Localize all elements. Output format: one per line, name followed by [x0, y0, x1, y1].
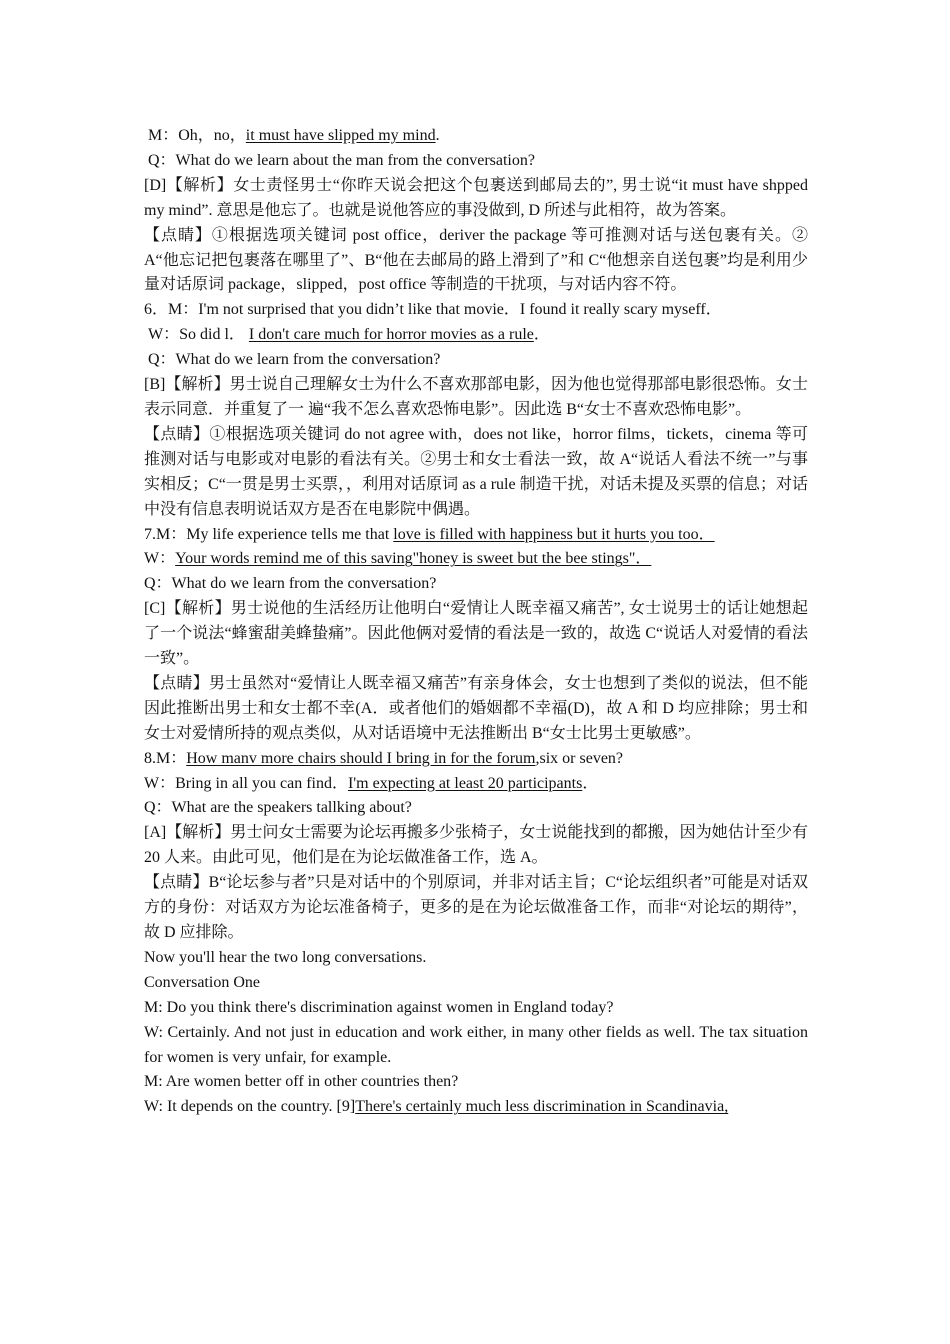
section-heading: Conversation One — [144, 973, 260, 991]
analysis-paragraph: [D]【解析】女士责怪男士“你昨天说会把这个包裹送到邮局去的”, 男士说“it must have shpped my mind”. 意思是他忘了。也就是说他答应的事没做到, D 所述与此相符，故为答案。 — [144, 176, 808, 219]
underlined-answer: I don't care much for horror movies as a rule — [248, 326, 534, 344]
underlined-answer: How manv more chairs should I bring in for the forum — [186, 749, 536, 767]
dialogue-line: W：Bring in all you can find．I'm expecting at least 20 participants． — [144, 774, 599, 792]
tips-paragraph: 【点睛】①根据选项关键词 do not agree with，does not like，horror films，tickets，cinema 等可推测对话与电影或对电影的看法有关。②男士和女士看法一致，故 A“说话人看法不统一”与事实相反；C“一贯是男士买票，，利用对话原词 as a rule 制造干扰，对话未提及买票的信息；对话中没有信息表明说话双方是否在电影院中偶遇。 — [144, 425, 808, 518]
dialogue-line: W：So did l． I don't care much for horror movies as a rule． — [148, 326, 550, 344]
dialogue-line: 6．M：I'm not surprised that you didn’t like that movie．I found it really scary myseff． — [144, 301, 722, 319]
dialogue-line: M：Oh，no，it must have slipped my mind. — [148, 127, 440, 144]
analysis-paragraph: [A]【解析】男士问女士需要为论坛再搬多少张椅子，女士说能找到的都搬，因为她估计至少有 20 人来。由此可见，他们是在为论坛做准备工作，选 A。 — [144, 824, 808, 867]
document-page — [144, 124, 808, 1120]
question-line: Q：What do we learn from the conversation? — [148, 351, 441, 369]
dialogue-line: 8.M：How manv more chairs should I bring in for the forum,six or seven? — [144, 749, 624, 767]
section-intro: Now you'll hear the two long conversations. — [144, 948, 427, 966]
dialogue-line: 7.M：My life experience tells me that love is filled with happiness but it hurts you too． — [144, 525, 715, 543]
analysis-paragraph: [B]【解析】男士说自己理解女士为什么不喜欢那部电影，因为他也觉得那部电影很恐怖。女士表示同意．并重复了一 遍“我不怎么喜欢恐怖电影”。因此选 B“女士不喜欢恐怖电影”。 — [144, 376, 808, 418]
dialogue-line: W: It depends on the country. [9]There's certainly much less discrimination in Scandinavia, — [144, 1098, 729, 1116]
underlined-answer: it must have slipped my mind — [245, 127, 436, 144]
question-line: Q：What do we learn from the conversation? — [144, 575, 437, 593]
tips-paragraph: 【点睛】B“论坛参与者”只是对话中的个别原词，并非对话主旨；C“论坛组织者”可能是对话双方的身份：对话双方为论坛准备椅子，更多的是在为论坛做准备工作，而非“对论坛的期待”，故 D 应排除。 — [144, 874, 808, 941]
question-line: Q：What do we learn about the man from the conversation? — [148, 151, 535, 169]
question-line: Q：What are the speakers tallking about? — [144, 799, 412, 817]
dialogue-line: M: Are women better off in other countries then? — [144, 1073, 459, 1091]
dialogue-line: W：Your words remind me of this saving"honey is sweet but the bee stings"． — [144, 550, 652, 568]
analysis-paragraph: [C]【解析】男士说他的生活经历让他明白“爱情让人既幸福又痛苦”, 女士说男士的话让她想起了一个说法“蜂蜜甜美蜂蛰痛”。因此他俩对爱情的看法是一致的，故选 C“说话人对爱情的看法一致”。 — [144, 600, 808, 668]
tips-paragraph: 【点睛】男士虽然对“爱情让人既幸福又痛苦”有亲身体会，女士也想到了类似的说法，但不能因此推断出男士和女士都不幸(A．或者他们的婚姻都不幸福(D)，故 A 和 D 均应排除；男士和女士对爱情所持的观点类似，从对话语境中无法推断出 B“女士比男士更敏感”。 — [144, 674, 808, 742]
underlined-answer: I'm expecting at least 20 participants — [347, 774, 583, 792]
dialogue-line: M: Do you think there's discrimination against women in England today? — [144, 998, 614, 1016]
dialogue-paragraph: W: Certainly. And not just in education and work either, in many other fields as well. The tax situation for women is very unfair, for example. — [144, 1023, 808, 1066]
underlined-answer: Your words remind me of this saving"honey is sweet but the bee stings"． — [175, 550, 652, 568]
underlined-answer: love is filled with happiness but it hurts you too． — [393, 525, 715, 543]
underlined-answer: There's certainly much less discrimination in Scandinavia, — [355, 1098, 729, 1116]
tips-paragraph: 【点睛】①根据选项关键词 post office，deriver the package 等可推测对话与送包裹有关。② A“他忘记把包裹落在哪里了”、B“他在去邮局的路上滑到了”和 C“他想亲自送包裹”均是利用少量对话原词 package，slipped，post office 等制造的干扰项，与对话内容不符。 — [144, 226, 808, 294]
